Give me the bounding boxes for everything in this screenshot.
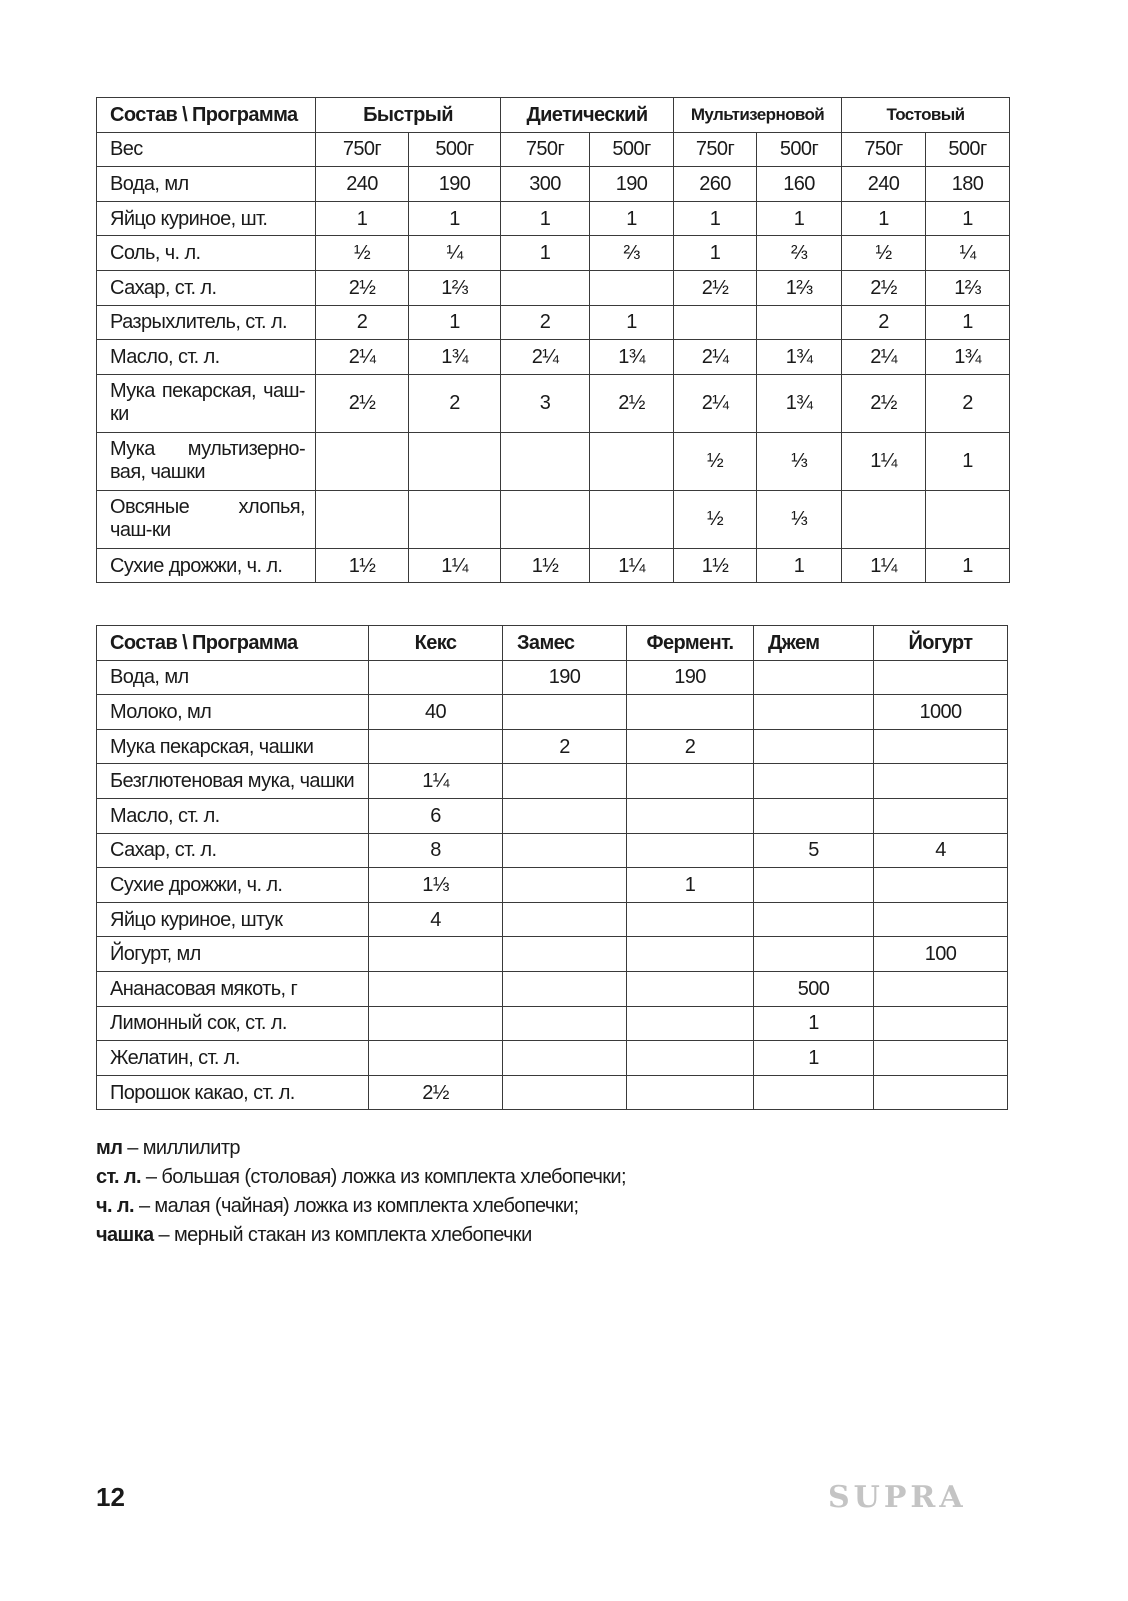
table-row — [97, 868, 1008, 903]
ingredient-cell: Сахар, ст. л. — [97, 270, 316, 305]
table-row — [97, 833, 1008, 868]
value-cell: 1 — [754, 1006, 874, 1041]
value-cell — [627, 1006, 754, 1041]
value-cell: 1000 — [874, 695, 1008, 730]
value-cell — [874, 729, 1008, 764]
value-cell: 1 — [926, 305, 1010, 340]
value-cell — [503, 1075, 627, 1110]
table-row — [97, 1006, 1008, 1041]
ingredient-cell: Сухие дрожжи, ч. л. — [97, 548, 316, 583]
header-cell: Состав \ Программа — [97, 98, 316, 133]
value-cell: 190 — [590, 167, 674, 202]
ingredient-cell: Порошок какао, ст. л. — [97, 1075, 369, 1110]
value-cell — [754, 660, 874, 695]
value-cell — [874, 660, 1008, 695]
legend-item — [96, 1221, 626, 1250]
value-cell: 1 — [757, 201, 842, 236]
value-cell: 750г — [316, 132, 409, 167]
value-cell: 1½ — [501, 548, 590, 583]
table-row — [97, 902, 1008, 937]
value-cell: 1 — [926, 548, 1010, 583]
value-cell: ½ — [674, 432, 757, 490]
value-cell: 1¼ — [409, 548, 501, 583]
value-cell — [369, 1006, 503, 1041]
value-cell: 1¼ — [842, 432, 926, 490]
value-cell — [754, 1075, 874, 1110]
value-cell: 4 — [369, 902, 503, 937]
header-cell: Диетический — [501, 98, 674, 133]
value-cell: 2 — [926, 374, 1010, 432]
page-number: 12 — [96, 1482, 125, 1512]
value-cell: 1⅔ — [409, 270, 501, 305]
ingredient-cell: Сахар, ст. л. — [97, 833, 369, 868]
value-cell: 2¼ — [674, 340, 757, 375]
table-row — [97, 305, 1010, 340]
value-cell — [754, 937, 874, 972]
value-cell — [754, 695, 874, 730]
value-cell — [409, 490, 501, 548]
value-cell: 1 — [590, 305, 674, 340]
value-cell: 2 — [501, 305, 590, 340]
value-cell: 2½ — [369, 1075, 503, 1110]
value-cell: 1¾ — [926, 340, 1010, 375]
value-cell: 1½ — [316, 548, 409, 583]
ingredient-cell: Лимонный сок, ст. л. — [97, 1006, 369, 1041]
value-cell: 2 — [842, 305, 926, 340]
recipe-table-1 — [96, 97, 1010, 583]
value-cell: 1 — [757, 548, 842, 583]
ingredient-cell: Ананасовая мякоть, г — [97, 971, 369, 1006]
value-cell — [503, 764, 627, 799]
value-cell: 240 — [842, 167, 926, 202]
value-cell: 2 — [316, 305, 409, 340]
ingredient-cell: Соль, ч. л. — [97, 236, 316, 271]
value-cell — [503, 798, 627, 833]
value-cell: 8 — [369, 833, 503, 868]
value-cell: 1¾ — [757, 340, 842, 375]
value-cell: 1⅔ — [757, 270, 842, 305]
ingredient-cell: Овсяные хлопья, чаш-ки — [97, 490, 316, 548]
table-row — [97, 660, 1008, 695]
value-cell — [874, 1075, 1008, 1110]
value-cell — [627, 902, 754, 937]
value-cell: 180 — [926, 167, 1010, 202]
table-row — [97, 132, 1010, 167]
value-cell — [590, 432, 674, 490]
value-cell: 2¼ — [674, 374, 757, 432]
value-cell: 1¼ — [590, 548, 674, 583]
value-cell: 750г — [842, 132, 926, 167]
value-cell: 2 — [409, 374, 501, 432]
table-row — [97, 340, 1010, 375]
value-cell — [503, 1041, 627, 1076]
value-cell: 1 — [674, 236, 757, 271]
ingredient-cell: Мука мультизерно-вая, чашки — [97, 432, 316, 490]
legend-desc: – большая (столовая) ложка из комплекта хлебопечки; — [140, 1166, 626, 1188]
value-cell: ½ — [842, 236, 926, 271]
value-cell: 1 — [926, 201, 1010, 236]
value-cell — [590, 490, 674, 548]
value-cell — [501, 270, 590, 305]
value-cell: 750г — [501, 132, 590, 167]
value-cell — [627, 971, 754, 1006]
value-cell: 2¼ — [316, 340, 409, 375]
table-row — [97, 764, 1008, 799]
value-cell — [409, 432, 501, 490]
value-cell: 1¼ — [369, 764, 503, 799]
legend-item — [96, 1163, 626, 1192]
header-cell: Йогурт — [874, 626, 1008, 661]
value-cell — [369, 937, 503, 972]
value-cell: 2 — [503, 729, 627, 764]
value-cell — [674, 305, 757, 340]
value-cell: 2½ — [316, 270, 409, 305]
table-row — [97, 729, 1008, 764]
value-cell — [874, 868, 1008, 903]
value-cell — [874, 971, 1008, 1006]
ingredient-cell: Разрыхлитель, ст. л. — [97, 305, 316, 340]
value-cell — [627, 798, 754, 833]
ingredient-cell: Вес — [97, 132, 316, 167]
value-cell — [754, 729, 874, 764]
value-cell: 1 — [926, 432, 1010, 490]
recipe-table-2 — [96, 625, 1008, 1110]
value-cell: 6 — [369, 798, 503, 833]
value-cell: 1 — [409, 305, 501, 340]
value-cell: ⅓ — [757, 432, 842, 490]
value-cell — [503, 833, 627, 868]
header-cell: Кекс — [369, 626, 503, 661]
legend-desc: – мерный стакан из комплекта хлебопечки — [153, 1224, 532, 1246]
table-row — [97, 236, 1010, 271]
legend-item — [96, 1134, 626, 1163]
ingredient-cell: Вода, мл — [97, 167, 316, 202]
header-cell: Тостовый — [842, 98, 1010, 133]
table-row — [97, 937, 1008, 972]
value-cell: 160 — [757, 167, 842, 202]
value-cell: 1 — [842, 201, 926, 236]
value-cell — [627, 1041, 754, 1076]
legend-item — [96, 1192, 626, 1221]
value-cell: 1 — [316, 201, 409, 236]
table-row — [97, 432, 1010, 490]
value-cell: 1 — [754, 1041, 874, 1076]
value-cell: 1 — [627, 868, 754, 903]
legend-desc: – миллилитр — [122, 1137, 240, 1159]
value-cell — [926, 490, 1010, 548]
ingredient-cell: Мука пекарская, чаш-ки — [97, 374, 316, 432]
value-cell: 5 — [754, 833, 874, 868]
value-cell — [754, 868, 874, 903]
value-cell — [874, 798, 1008, 833]
legend-term: чашка — [96, 1224, 154, 1246]
legend-term: ст. л. — [96, 1166, 141, 1188]
value-cell — [874, 902, 1008, 937]
ingredient-cell: Яйцо куриное, штук — [97, 902, 369, 937]
value-cell — [754, 798, 874, 833]
header-cell: Состав \ Программа — [97, 626, 369, 661]
ingredient-cell: Вода, мл — [97, 660, 369, 695]
table-row — [97, 167, 1010, 202]
value-cell — [627, 764, 754, 799]
value-cell: 190 — [503, 660, 627, 695]
table-row — [97, 971, 1008, 1006]
value-cell: 1½ — [674, 548, 757, 583]
value-cell: 2 — [627, 729, 754, 764]
value-cell: 2½ — [674, 270, 757, 305]
value-cell: 500г — [757, 132, 842, 167]
value-cell: 2½ — [316, 374, 409, 432]
value-cell — [754, 764, 874, 799]
value-cell — [503, 868, 627, 903]
value-cell — [627, 937, 754, 972]
table-header-row — [97, 98, 1010, 133]
value-cell: 1¾ — [409, 340, 501, 375]
table-row — [97, 374, 1010, 432]
brand-logo: SUPRA — [828, 1480, 967, 1515]
value-cell: 1 — [501, 236, 590, 271]
value-cell — [501, 490, 590, 548]
value-cell: 2¼ — [501, 340, 590, 375]
header-cell: Джем — [754, 626, 874, 661]
ingredient-cell: Яйцо куриное, шт. — [97, 201, 316, 236]
value-cell: ⅓ — [757, 490, 842, 548]
value-cell — [627, 695, 754, 730]
table-row — [97, 270, 1010, 305]
value-cell: 1⅔ — [926, 270, 1010, 305]
value-cell: ½ — [316, 236, 409, 271]
value-cell — [501, 432, 590, 490]
table-row — [97, 695, 1008, 730]
table-row — [97, 1075, 1008, 1110]
value-cell — [503, 971, 627, 1006]
value-cell — [842, 490, 926, 548]
value-cell: 4 — [874, 833, 1008, 868]
value-cell: 1¼ — [842, 548, 926, 583]
value-cell: ¼ — [409, 236, 501, 271]
table-row — [97, 490, 1010, 548]
value-cell — [874, 1041, 1008, 1076]
legend-term: ч. л. — [96, 1195, 134, 1217]
ingredient-cell: Мука пекарская, чашки — [97, 729, 369, 764]
value-cell — [754, 902, 874, 937]
table-row — [97, 201, 1010, 236]
value-cell: 500 — [754, 971, 874, 1006]
value-cell — [503, 695, 627, 730]
value-cell: 40 — [369, 695, 503, 730]
header-cell: Мультизерновой — [674, 98, 842, 133]
value-cell — [503, 902, 627, 937]
ingredient-cell: Безглютеновая мука, чашки — [97, 764, 369, 799]
value-cell: 500г — [590, 132, 674, 167]
value-cell: 2½ — [590, 374, 674, 432]
value-cell: 1 — [590, 201, 674, 236]
legend-term: мл — [96, 1137, 123, 1159]
value-cell: 300 — [501, 167, 590, 202]
value-cell — [757, 305, 842, 340]
value-cell: 1¾ — [590, 340, 674, 375]
table-header-row — [97, 626, 1008, 661]
header-cell: Фермент. — [627, 626, 754, 661]
value-cell — [316, 490, 409, 548]
header-cell: Замес — [503, 626, 627, 661]
value-cell: 500г — [926, 132, 1010, 167]
value-cell: 750г — [674, 132, 757, 167]
value-cell: ⅔ — [757, 236, 842, 271]
value-cell — [369, 1041, 503, 1076]
table-row — [97, 548, 1010, 583]
abbreviation-legend — [96, 1134, 626, 1250]
value-cell: 2¼ — [842, 340, 926, 375]
value-cell — [369, 660, 503, 695]
table-row — [97, 798, 1008, 833]
ingredient-cell: Йогурт, мл — [97, 937, 369, 972]
value-cell: 3 — [501, 374, 590, 432]
value-cell — [627, 1075, 754, 1110]
legend-desc: – малая (чайная) ложка из комплекта хлебопечки; — [134, 1195, 579, 1217]
value-cell: 500г — [409, 132, 501, 167]
value-cell: 1 — [501, 201, 590, 236]
ingredient-cell: Молоко, мл — [97, 695, 369, 730]
header-cell: Быстрый — [316, 98, 501, 133]
value-cell: 2½ — [842, 374, 926, 432]
ingredient-cell: Масло, ст. л. — [97, 340, 316, 375]
value-cell — [316, 432, 409, 490]
value-cell: 1⅓ — [369, 868, 503, 903]
value-cell — [369, 729, 503, 764]
table-row — [97, 1041, 1008, 1076]
value-cell — [369, 971, 503, 1006]
value-cell: 260 — [674, 167, 757, 202]
value-cell: 2½ — [842, 270, 926, 305]
value-cell — [503, 937, 627, 972]
value-cell: 240 — [316, 167, 409, 202]
value-cell: ¼ — [926, 236, 1010, 271]
value-cell — [874, 764, 1008, 799]
value-cell: 1¾ — [757, 374, 842, 432]
value-cell — [627, 833, 754, 868]
value-cell: 190 — [409, 167, 501, 202]
ingredient-cell: Масло, ст. л. — [97, 798, 369, 833]
ingredient-cell: Сухие дрожжи, ч. л. — [97, 868, 369, 903]
value-cell: ½ — [674, 490, 757, 548]
value-cell — [874, 1006, 1008, 1041]
ingredient-cell: Желатин, ст. л. — [97, 1041, 369, 1076]
value-cell: 190 — [627, 660, 754, 695]
value-cell: 1 — [674, 201, 757, 236]
value-cell: 100 — [874, 937, 1008, 972]
value-cell — [590, 270, 674, 305]
value-cell: ⅔ — [590, 236, 674, 271]
value-cell — [503, 1006, 627, 1041]
value-cell: 1 — [409, 201, 501, 236]
